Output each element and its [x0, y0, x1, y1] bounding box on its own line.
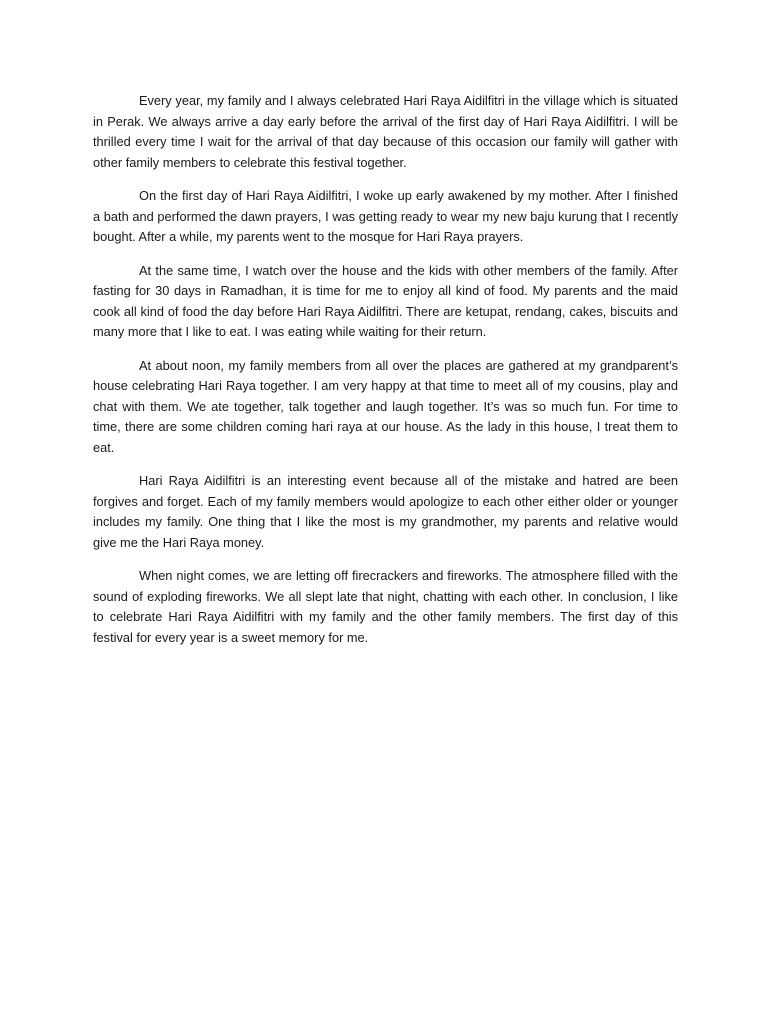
paragraph-6: When night comes, we are letting off firecrackers and fireworks. The atmosphere filled with the sound of exploding fireworks. We all slept late that night, chatting with each other. In conclusion, I like to celebrate Hari Raya Aidilfitri with my family and the other family members. The first day of this festival for every year is a sweet memory for me.: [93, 568, 678, 645]
paragraph-2: On the first day of Hari Raya Aidilfitri, I woke up early awakened by my mother. After I finished a bath and performed the dawn prayers, I was getting ready to wear my new baju kurung that I recently bought. After a while, my parents went to the mosque for Hari Raya prayers.: [93, 188, 678, 244]
paragraph-1: Every year, my family and I always celebrated Hari Raya Aidilfitri in the village which is situated in Perak. We always arrive a day early before the arrival of the first day of Hari Raya Aidilfitri. I will be thrilled every time I wait for the arrival of that day because of this occasion our family will gather with other family members to celebrate this festival together.: [93, 93, 678, 170]
paragraph-5: Hari Raya Aidilfitri is an interesting event because all of the mistake and hatred are been forgives and forget. Each of my family members would apologize to each other either older or younger includes my family. One thing that I like the most is my grandmother, my parents and relative would give me the Hari Raya money.: [93, 473, 678, 550]
paragraph-3: At the same time, I watch over the house and the kids with other members of the family. After fasting for 30 days in Ramadhan, it is time for me to enjoy all kind of food. My parents and the maid cook all kind of food the day before Hari Raya Aidilfitri. There are ketupat, rendang, cakes, biscuits and many more that I like to eat. I was eating while waiting for their return.: [93, 262, 678, 339]
essay-body: [93, 91, 678, 661]
paragraph-4: At about noon, my family members from all over the places are gathered at my grandparent’s house celebrating Hari Raya together. I am very happy at that time to meet all of my cousins, play and chat with them. We ate together, talk together and laugh together. It’s was so much fun. For time to time, there are some children coming hari raya at our house. As the lady in this house, I treat them to eat.: [93, 357, 678, 455]
